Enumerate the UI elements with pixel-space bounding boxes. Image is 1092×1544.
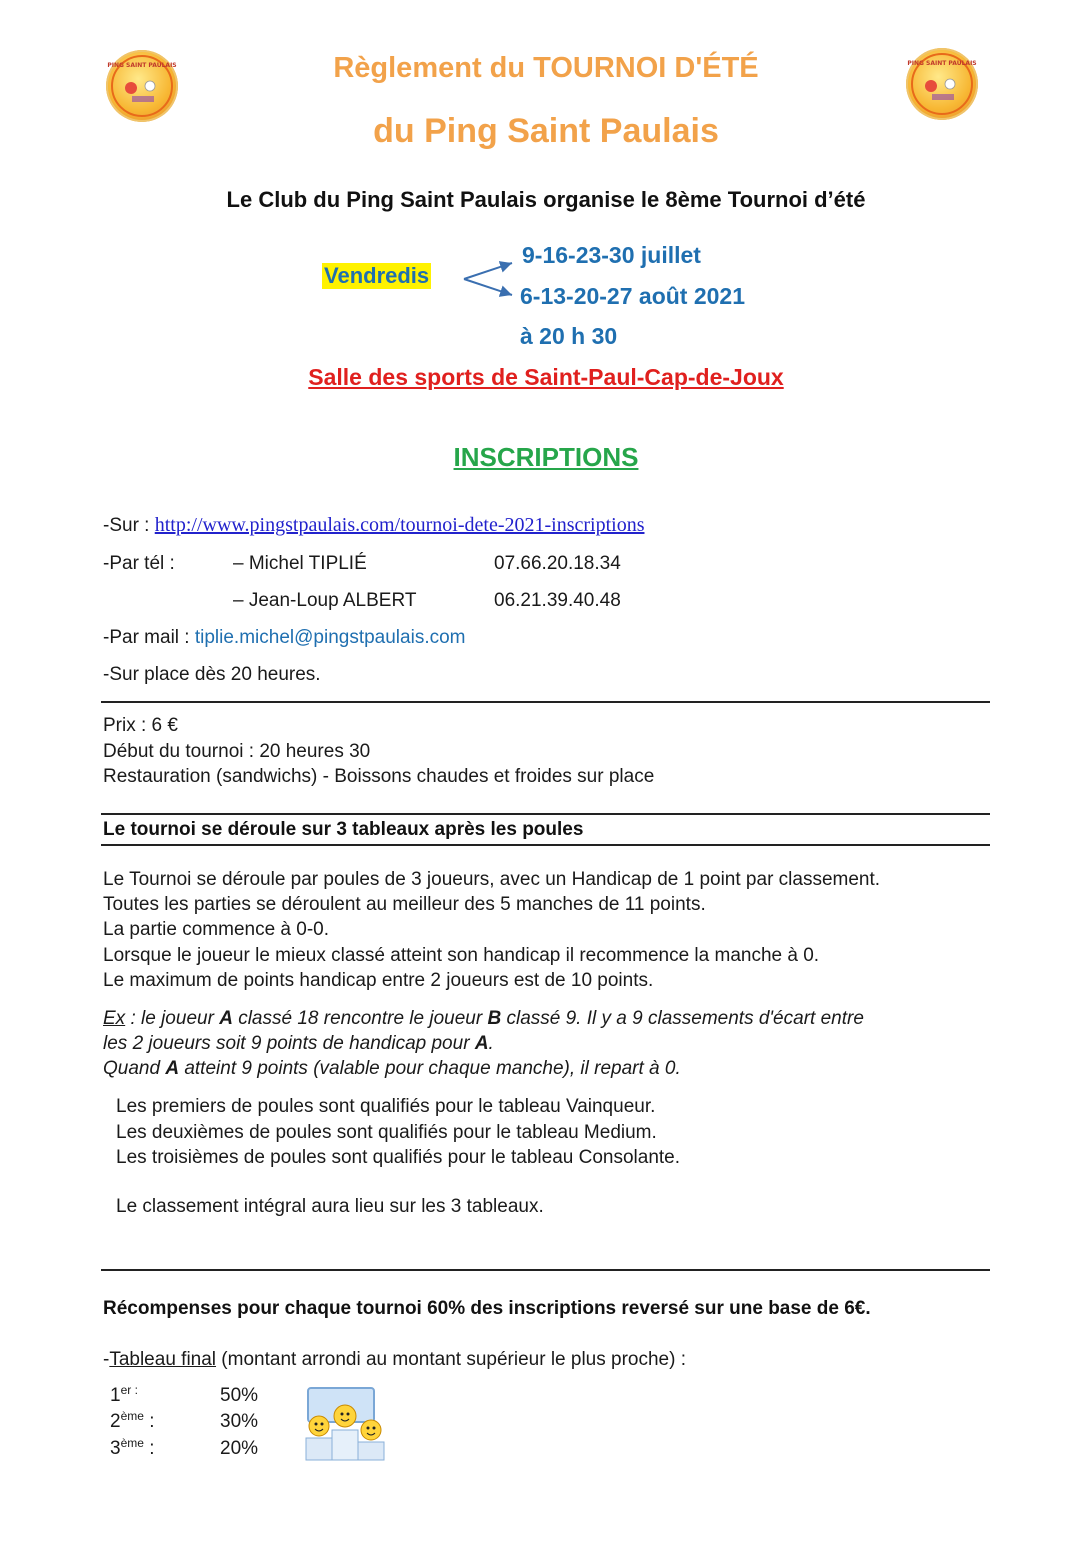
place-num: 1 [110, 1385, 121, 1406]
split-arrow-icon [460, 256, 520, 302]
web-prefix: -Sur : [103, 515, 150, 536]
start-time: à 20 h 30 [520, 323, 618, 349]
food-info: Restauration (sandwichs) - Boissons chaudes et froides sur place [103, 766, 655, 787]
player-a: A [474, 1033, 489, 1054]
place-3 [110, 1438, 154, 1460]
rule-line: Le maximum de points handicap entre 2 joueurs est de 10 points. [103, 970, 654, 991]
inscriptions-heading: INSCRIPTIONS [453, 442, 639, 472]
divider [101, 813, 990, 815]
place-2-pct: 30% [220, 1411, 259, 1432]
phone-prefix: -Par tél : [103, 553, 175, 574]
qualif-line: Les deuxièmes de poules sont qualifiés pour le tableau Medium. [116, 1122, 657, 1143]
page-title-line2: du Ping Saint Paulais [373, 112, 719, 150]
price: Prix : 6 € [103, 715, 178, 736]
example-line-1 [103, 1008, 864, 1030]
web-line [103, 514, 644, 537]
place-colon: : [143, 1411, 155, 1432]
contact-name-1: – Michel TIPLIÉ [233, 553, 367, 574]
player-a: A [165, 1058, 180, 1079]
rewards-heading: Récompenses pour chaque tournoi 60% des inscriptions reversé sur une base de 6€. [103, 1298, 871, 1319]
divider [101, 844, 990, 846]
mail-address[interactable]: tiplie.michel@pingstpaulais.com [194, 627, 466, 648]
dates-august: 6-13-20-27 août 2021 [520, 283, 746, 309]
example-text: atteint 9 points (valable pour chaque manche), il repart à 0. [179, 1058, 681, 1079]
example-text: classé 9. Il y a 9 classements d'écart entre [501, 1008, 864, 1029]
rule-line: Toutes les parties se déroulent au meilleur des 5 manches de 11 points. [103, 894, 706, 915]
dates-july: 9-16-23-30 juillet [522, 242, 701, 268]
example-text: classé 18 rencontre le joueur [232, 1008, 488, 1029]
format-heading: Le tournoi se déroule sur 3 tableaux après les poules [103, 819, 584, 840]
example-text: : le joueur [125, 1008, 220, 1029]
place-1-pct: 50% [220, 1385, 259, 1406]
qualif-line: Les premiers de poules sont qualifiés pour le tableau Vainqueur. [116, 1096, 656, 1117]
table-label: Tableau final [109, 1349, 217, 1370]
contact-phone-1: 07.66.20.18.34 [494, 553, 621, 574]
divider [101, 1269, 990, 1271]
logo-text: PING SAINT PAULAIS [107, 62, 177, 69]
place-1 [110, 1385, 138, 1407]
place-sup: ème [120, 1436, 144, 1450]
example-text: . [488, 1033, 494, 1054]
mail-prefix: -Par mail : [103, 627, 190, 648]
rule-line: Le Tournoi se déroule par poules de 3 joueurs, avec un Handicap de 1 point par classement. [103, 869, 881, 890]
place-sup: ème [120, 1409, 144, 1423]
page-subtitle: Le Club du Ping Saint Paulais organise le 8ème Tournoi d’été [226, 187, 866, 212]
contact-name-2: – Jean-Loup ALBERT [233, 590, 417, 611]
place-num: 2 [110, 1411, 121, 1432]
place-2 [110, 1411, 154, 1433]
rule-line: Lorsque le joueur le mieux classé atteint son handicap il recommence la manche à 0. [103, 945, 820, 966]
example-text: les 2 joueurs soit 9 points de handicap pour [103, 1033, 475, 1054]
mail-line [103, 627, 466, 649]
inscription-link[interactable]: http://www.pingstpaulais.com/tournoi-dete-2021-inscriptions [154, 514, 645, 536]
place-sup: er [120, 1383, 132, 1397]
example-label: Ex [103, 1008, 126, 1029]
place-num: 3 [110, 1438, 121, 1459]
player-b: B [487, 1008, 502, 1029]
place-colon: : [131, 1383, 138, 1397]
place-3-pct: 20% [220, 1438, 259, 1459]
podium-smileys-icon [298, 1386, 390, 1462]
start-info: Début du tournoi : 20 heures 30 [103, 741, 371, 762]
divider [101, 701, 990, 703]
player-a: A [219, 1008, 233, 1029]
place-colon: : [143, 1438, 155, 1459]
logo-text: PING SAINT PAULAIS [907, 60, 977, 67]
table-note: (montant arrondi au montant supérieur le plus proche) : [216, 1349, 687, 1370]
example-line-2 [103, 1033, 494, 1055]
days-label: Vendredis [324, 263, 430, 288]
table-final-line [103, 1349, 686, 1371]
example-line-3 [103, 1058, 681, 1080]
qualif-line: Les troisièmes de poules sont qualifiés pour le tableau Consolante. [116, 1147, 681, 1168]
page-title-line1: Règlement du TOURNOI D'ÉTÉ [333, 52, 759, 84]
table-prefix: - [103, 1349, 110, 1370]
example-text: Quand [103, 1058, 166, 1079]
onsite-line: -Sur place dès 20 heures. [103, 664, 321, 685]
contact-phone-2: 06.21.39.40.48 [494, 590, 621, 611]
venue: Salle des sports de Saint-Paul-Cap-de-Joux [308, 364, 784, 390]
rule-line: La partie commence à 0-0. [103, 919, 330, 940]
ranking-line: Le classement intégral aura lieu sur les 3 tableaux. [116, 1196, 544, 1217]
